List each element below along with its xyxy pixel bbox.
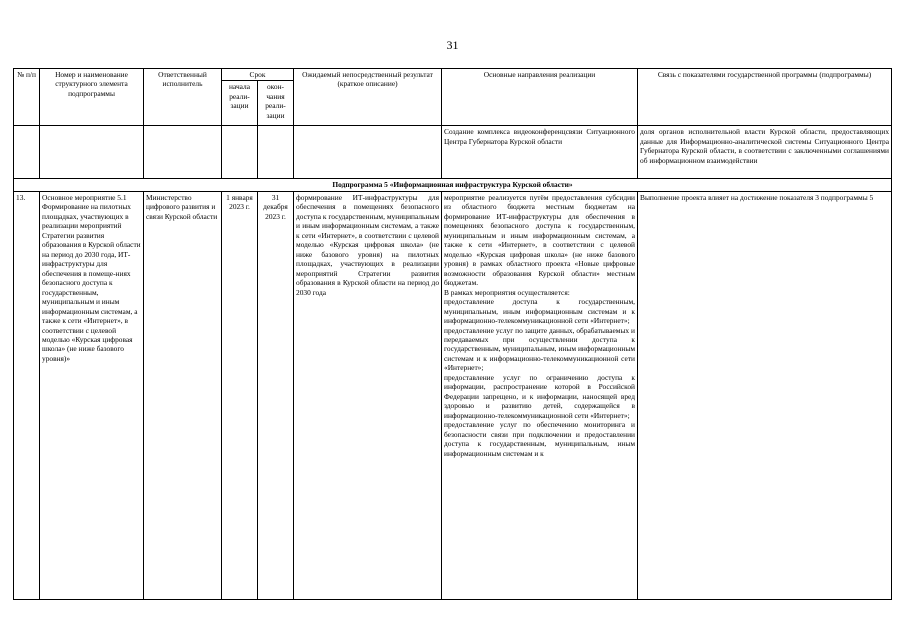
header-term-end: окон-чания реали-зации (258, 81, 294, 126)
header-term: Срок (222, 69, 294, 81)
continued-num (14, 126, 40, 179)
directions-paragraph: предоставление доступа к государственным, муниципальным, иным информационным системам и к информационно-телекоммуникационной сети «Интернет»; (444, 297, 636, 326)
header-row (14, 69, 892, 81)
row-start: 1 января 2023 г. (222, 191, 258, 599)
section-title: Подпрограмма 5 «Информационная инфраструктура Курской области» (14, 179, 892, 191)
header-name: Номер и наименование структурного элемента подпрограммы (40, 69, 144, 126)
table-row (14, 191, 892, 599)
row-end: 31 декабря 2023 г. (258, 191, 294, 599)
section-row (14, 179, 892, 191)
header-responsible: Ответственный исполнитель (144, 69, 222, 126)
continued-start (222, 126, 258, 179)
header-directions: Основные направления реализации (442, 69, 638, 126)
directions-paragraph: В рамках мероприятия осуществляется: (444, 287, 570, 297)
row-num: 13. (14, 191, 40, 599)
continued-directions: Создание комплекса видеоконференцсвязи Ситуационного Центра Губернатора Курской области (442, 126, 638, 179)
header-term-start: начала реали-зации (222, 81, 258, 126)
continued-link: доля органов исполнительной власти Курской области, предоставляющих данные для Информационно-аналитической системы Ситуационного Центра Губернатора Курской области, в соответствии с заключенными соглашениями об информационном взаимодействии (638, 126, 892, 179)
directions-paragraph: мероприятие реализуется путём предоставления субсидии из областного бюджета местным бюджетам на формирование ИТ-инфраструктуры для обеспечения в помещениях безопасного доступа к государственным, муниципальным и иным информационным системам, а также к сети «Интернет», в соответствии с целевой моделью «Курская цифровая школа» (не ниже базового уровня) в рамках областного проекта «Новые цифровые возможности образования Курской области» местным бюджетам. (444, 192, 636, 288)
header-link: Связь с показателями государственной программы (подпрограммы) (638, 69, 892, 126)
continued-name (40, 126, 144, 179)
continued-result (294, 126, 442, 179)
program-table (13, 68, 892, 600)
row-directions (442, 191, 638, 599)
row-name: Основное мероприятие 5.1 Формирование на пилотных площадках, участвующих в реализации мероприятий Стратегии развития образования в Курской области на период до 2030 года, ИТ-инфраструктуры для обеспечения в помеще-ниях безопасного доступа к государственным, муниципальным и иным информационным системам, а также к сети «Интернет», в соответствии с целевой моделью «Курская цифровая школа» (не ниже базового уровня)» (40, 191, 144, 599)
directions-paragraph: предоставление услуг по защите данных, обрабатываемых и передаваемых при осуществлении доступа к государственным, муниципальным, иным информационным системам и к информационно-телекоммуникационной сети «Интернет»; (444, 325, 636, 373)
page-number: 31 (446, 38, 459, 52)
directions-paragraph: предоставление услуг по ограничению доступа к информации, распространение которой в Российской Федерации запрещено, и к информации, наносящей вред здоровью и развитию детей, содержащейся в информационно-телекоммуникационной сети «Интернет»; (444, 372, 636, 420)
row-link: Выполнение проекта влияет на достижение показателя 3 подпрограммы 5 (638, 191, 892, 599)
continued-responsible (144, 126, 222, 179)
row-result: формирование ИТ-инфраструктуры для обеспечения в помещениях безопасного доступа к государственным, муниципальным и иным информационным системам, а также к сети «Интернет», в соответствии с целевой моделью «Курская цифровая школа» (не ниже базового уровня) на пилотных площадках, участвующих в реализации мероприятий Стратегии развития образования в Курской области на период до 2030 года (294, 191, 442, 599)
header-result: Ожидаемый непосредственный результат (краткое описание) (294, 69, 442, 126)
row-responsible: Министерство цифрового развития и связи Курской области (144, 191, 222, 599)
header-num: № п/п (14, 69, 40, 126)
directions-paragraph: предоставление услуг по обеспечению мониторинга и безопасности связи при подключении и предоставлении доступа к государственным, муниципальным, иным информационным системам и к (444, 420, 636, 458)
continued-end (258, 126, 294, 179)
continued-row (14, 126, 892, 179)
